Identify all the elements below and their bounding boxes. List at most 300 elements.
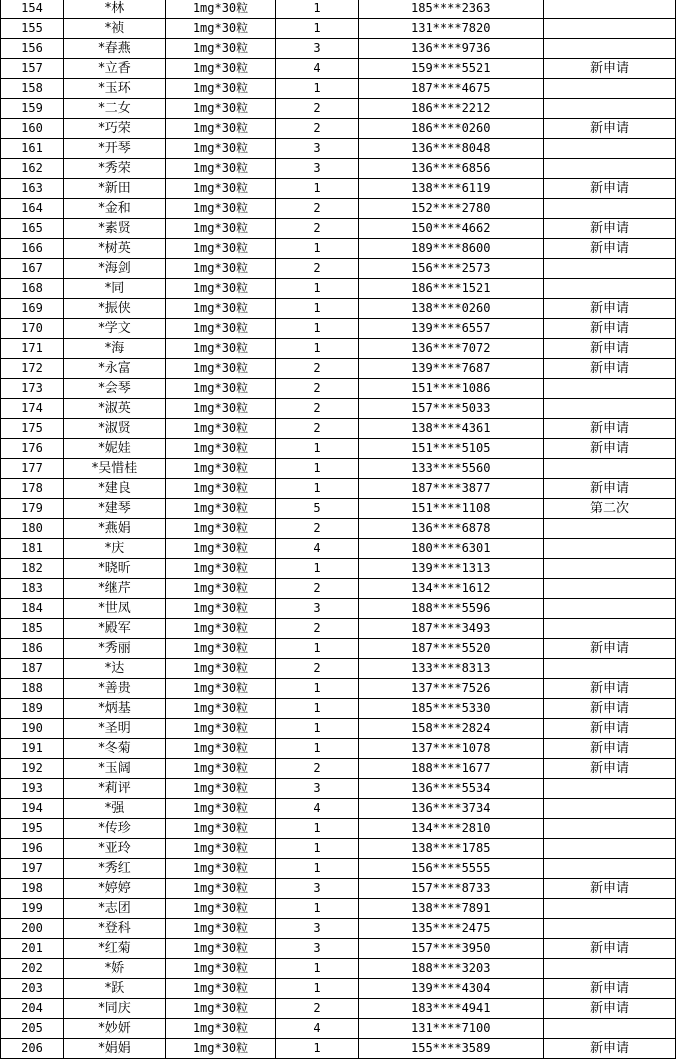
name-cell: *立香: [64, 59, 166, 79]
phone-cell: 180****6301: [359, 539, 544, 559]
note-cell: [544, 159, 676, 179]
phone-cell: 138****4361: [359, 419, 544, 439]
name-cell: *巧荣: [64, 119, 166, 139]
phone-cell: 136****9736: [359, 39, 544, 59]
phone-cell: 136****6878: [359, 519, 544, 539]
phone-cell: 187****3493: [359, 619, 544, 639]
table-row: [1, 499, 676, 519]
note-cell: [544, 779, 676, 799]
name-cell: *学文: [64, 319, 166, 339]
phone-cell: 187****4675: [359, 79, 544, 99]
name-cell: *玉环: [64, 79, 166, 99]
spec-cell: 1mg*30粒: [166, 899, 276, 919]
name-cell: *林: [64, 0, 166, 19]
quantity-cell: 1: [276, 239, 359, 259]
spec-cell: 1mg*30粒: [166, 679, 276, 699]
note-cell: [544, 659, 676, 679]
quantity-cell: 3: [276, 39, 359, 59]
spec-cell: 1mg*30粒: [166, 579, 276, 599]
quantity-cell: 1: [276, 979, 359, 999]
table-row: [1, 59, 676, 79]
spec-cell: 1mg*30粒: [166, 419, 276, 439]
name-cell: *新田: [64, 179, 166, 199]
row-number-cell: 162: [1, 159, 64, 179]
table-row: [1, 179, 676, 199]
spec-cell: 1mg*30粒: [166, 0, 276, 19]
quantity-cell: 1: [276, 899, 359, 919]
row-number-cell: 174: [1, 399, 64, 419]
quantity-cell: 1: [276, 19, 359, 39]
table-row: [1, 319, 676, 339]
quantity-cell: 2: [276, 579, 359, 599]
note-cell: 新申请: [544, 979, 676, 999]
name-cell: *亚玲: [64, 839, 166, 859]
note-cell: 新申请: [544, 179, 676, 199]
quantity-cell: 1: [276, 959, 359, 979]
note-cell: 新申请: [544, 1039, 676, 1059]
quantity-cell: 1: [276, 699, 359, 719]
phone-cell: 157****5033: [359, 399, 544, 419]
quantity-cell: 2: [276, 379, 359, 399]
phone-cell: 134****1612: [359, 579, 544, 599]
name-cell: *同庆: [64, 999, 166, 1019]
name-cell: *树英: [64, 239, 166, 259]
note-cell: 新申请: [544, 439, 676, 459]
row-number-cell: 198: [1, 879, 64, 899]
table-row: [1, 979, 676, 999]
row-number-cell: 177: [1, 459, 64, 479]
table-row: [1, 0, 676, 19]
quantity-cell: 2: [276, 259, 359, 279]
quantity-cell: 3: [276, 139, 359, 159]
row-number-cell: 167: [1, 259, 64, 279]
phone-cell: 155****3589: [359, 1039, 544, 1059]
note-cell: [544, 599, 676, 619]
note-cell: 新申请: [544, 419, 676, 439]
table-row: [1, 819, 676, 839]
note-cell: [544, 839, 676, 859]
row-number-cell: 205: [1, 1019, 64, 1039]
quantity-cell: 2: [276, 219, 359, 239]
name-cell: *振侠: [64, 299, 166, 319]
row-number-cell: 176: [1, 439, 64, 459]
row-number-cell: 181: [1, 539, 64, 559]
row-number-cell: 163: [1, 179, 64, 199]
quantity-cell: 1: [276, 279, 359, 299]
note-cell: [544, 1019, 676, 1039]
name-cell: *圣明: [64, 719, 166, 739]
phone-cell: 150****4662: [359, 219, 544, 239]
row-number-cell: 199: [1, 899, 64, 919]
spec-cell: 1mg*30粒: [166, 319, 276, 339]
spec-cell: 1mg*30粒: [166, 819, 276, 839]
table-row: [1, 479, 676, 499]
row-number-cell: 166: [1, 239, 64, 259]
quantity-cell: 1: [276, 1039, 359, 1059]
note-cell: [544, 539, 676, 559]
name-cell: *二女: [64, 99, 166, 119]
name-cell: *秀荣: [64, 159, 166, 179]
note-cell: 新申请: [544, 679, 676, 699]
table-row: [1, 439, 676, 459]
spec-cell: 1mg*30粒: [166, 739, 276, 759]
spec-cell: 1mg*30粒: [166, 139, 276, 159]
phone-cell: 159****5521: [359, 59, 544, 79]
quantity-cell: 2: [276, 399, 359, 419]
quantity-cell: 1: [276, 839, 359, 859]
quantity-cell: 2: [276, 659, 359, 679]
table-row: [1, 639, 676, 659]
row-number-cell: 185: [1, 619, 64, 639]
row-number-cell: 178: [1, 479, 64, 499]
phone-cell: 138****6119: [359, 179, 544, 199]
phone-cell: 151****1086: [359, 379, 544, 399]
spec-cell: 1mg*30粒: [166, 199, 276, 219]
note-cell: 新申请: [544, 719, 676, 739]
row-number-cell: 193: [1, 779, 64, 799]
quantity-cell: 1: [276, 639, 359, 659]
quantity-cell: 4: [276, 539, 359, 559]
table-row: [1, 39, 676, 59]
row-number-cell: 171: [1, 339, 64, 359]
name-cell: *会琴: [64, 379, 166, 399]
quantity-cell: 3: [276, 599, 359, 619]
row-number-cell: 161: [1, 139, 64, 159]
phone-cell: 152****2780: [359, 199, 544, 219]
name-cell: *莉评: [64, 779, 166, 799]
quantity-cell: 2: [276, 119, 359, 139]
row-number-cell: 200: [1, 919, 64, 939]
name-cell: *金和: [64, 199, 166, 219]
phone-cell: 136****7072: [359, 339, 544, 359]
phone-cell: 183****4941: [359, 999, 544, 1019]
phone-cell: 139****7687: [359, 359, 544, 379]
quantity-cell: 2: [276, 519, 359, 539]
table-row: [1, 139, 676, 159]
note-cell: [544, 959, 676, 979]
row-number-cell: 160: [1, 119, 64, 139]
name-cell: *冬菊: [64, 739, 166, 759]
spec-cell: 1mg*30粒: [166, 1039, 276, 1059]
note-cell: [544, 899, 676, 919]
note-cell: [544, 39, 676, 59]
phone-cell: 136****3734: [359, 799, 544, 819]
table-row: [1, 659, 676, 679]
phone-cell: 156****2573: [359, 259, 544, 279]
phone-cell: 186****2212: [359, 99, 544, 119]
row-number-cell: 173: [1, 379, 64, 399]
quantity-cell: 1: [276, 719, 359, 739]
quantity-cell: 2: [276, 359, 359, 379]
row-number-cell: 192: [1, 759, 64, 779]
spec-cell: 1mg*30粒: [166, 479, 276, 499]
phone-cell: 151****5105: [359, 439, 544, 459]
quantity-cell: 1: [276, 339, 359, 359]
phone-cell: 137****7526: [359, 679, 544, 699]
row-number-cell: 159: [1, 99, 64, 119]
name-cell: *素贤: [64, 219, 166, 239]
spec-cell: 1mg*30粒: [166, 699, 276, 719]
note-cell: 新申请: [544, 879, 676, 899]
phone-cell: 187****3877: [359, 479, 544, 499]
table-row: [1, 279, 676, 299]
row-number-cell: 155: [1, 19, 64, 39]
name-cell: *娇: [64, 959, 166, 979]
quantity-cell: 2: [276, 419, 359, 439]
table-row: [1, 359, 676, 379]
phone-cell: 135****2475: [359, 919, 544, 939]
table-row: [1, 679, 676, 699]
row-number-cell: 164: [1, 199, 64, 219]
phone-cell: 188****5596: [359, 599, 544, 619]
row-number-cell: 169: [1, 299, 64, 319]
quantity-cell: 1: [276, 439, 359, 459]
table-row: [1, 899, 676, 919]
name-cell: *建良: [64, 479, 166, 499]
quantity-cell: 3: [276, 919, 359, 939]
note-cell: [544, 519, 676, 539]
row-number-cell: 158: [1, 79, 64, 99]
table-row: [1, 559, 676, 579]
table-row: [1, 719, 676, 739]
row-number-cell: 183: [1, 579, 64, 599]
note-cell: [544, 79, 676, 99]
row-number-cell: 170: [1, 319, 64, 339]
note-cell: 新申请: [544, 319, 676, 339]
name-cell: *海剑: [64, 259, 166, 279]
phone-cell: 136****8048: [359, 139, 544, 159]
table-row: [1, 739, 676, 759]
name-cell: *秀丽: [64, 639, 166, 659]
note-cell: 新申请: [544, 759, 676, 779]
table-row: [1, 19, 676, 39]
note-cell: 第二次: [544, 499, 676, 519]
name-cell: *妙妍: [64, 1019, 166, 1039]
spec-cell: 1mg*30粒: [166, 539, 276, 559]
row-number-cell: 188: [1, 679, 64, 699]
row-number-cell: 189: [1, 699, 64, 719]
quantity-cell: 4: [276, 1019, 359, 1039]
table-row: [1, 99, 676, 119]
phone-cell: 131****7100: [359, 1019, 544, 1039]
table-row: [1, 159, 676, 179]
table-row: [1, 379, 676, 399]
phone-cell: 138****7891: [359, 899, 544, 919]
spec-cell: 1mg*30粒: [166, 979, 276, 999]
phone-cell: 157****8733: [359, 879, 544, 899]
name-cell: *强: [64, 799, 166, 819]
row-number-cell: 195: [1, 819, 64, 839]
table-row: [1, 859, 676, 879]
spec-cell: 1mg*30粒: [166, 519, 276, 539]
phone-cell: 139****4304: [359, 979, 544, 999]
spec-cell: 1mg*30粒: [166, 119, 276, 139]
name-cell: *传珍: [64, 819, 166, 839]
table-row: [1, 579, 676, 599]
phone-cell: 157****3950: [359, 939, 544, 959]
spec-cell: 1mg*30粒: [166, 39, 276, 59]
row-number-cell: 194: [1, 799, 64, 819]
name-cell: *跃: [64, 979, 166, 999]
table-body: [1, 0, 676, 1059]
phone-cell: 133****8313: [359, 659, 544, 679]
table-row: [1, 419, 676, 439]
name-cell: *志团: [64, 899, 166, 919]
name-cell: *殿军: [64, 619, 166, 639]
name-cell: *玉阔: [64, 759, 166, 779]
note-cell: 新申请: [544, 299, 676, 319]
phone-cell: 136****5534: [359, 779, 544, 799]
name-cell: *登科: [64, 919, 166, 939]
phone-cell: 139****6557: [359, 319, 544, 339]
quantity-cell: 1: [276, 559, 359, 579]
note-cell: 新申请: [544, 359, 676, 379]
name-cell: *善贵: [64, 679, 166, 699]
spec-cell: 1mg*30粒: [166, 799, 276, 819]
spec-cell: 1mg*30粒: [166, 639, 276, 659]
spec-cell: 1mg*30粒: [166, 299, 276, 319]
note-cell: 新申请: [544, 339, 676, 359]
quantity-cell: 2: [276, 199, 359, 219]
spec-cell: 1mg*30粒: [166, 619, 276, 639]
table-row: [1, 799, 676, 819]
row-number-cell: 190: [1, 719, 64, 739]
phone-cell: 185****5330: [359, 699, 544, 719]
table-row: [1, 519, 676, 539]
note-cell: 新申请: [544, 479, 676, 499]
row-number-cell: 206: [1, 1039, 64, 1059]
name-cell: *炳基: [64, 699, 166, 719]
spec-cell: 1mg*30粒: [166, 939, 276, 959]
spec-cell: 1mg*30粒: [166, 59, 276, 79]
note-cell: [544, 279, 676, 299]
row-number-cell: 204: [1, 999, 64, 1019]
note-cell: [544, 19, 676, 39]
name-cell: *秀红: [64, 859, 166, 879]
name-cell: *娟娟: [64, 1039, 166, 1059]
row-number-cell: 157: [1, 59, 64, 79]
name-cell: *妮娃: [64, 439, 166, 459]
table-row: [1, 959, 676, 979]
table-row: [1, 1019, 676, 1039]
name-cell: *达: [64, 659, 166, 679]
note-cell: 新申请: [544, 699, 676, 719]
phone-cell: 131****7820: [359, 19, 544, 39]
table-row: [1, 539, 676, 559]
spec-cell: 1mg*30粒: [166, 99, 276, 119]
table-row: [1, 399, 676, 419]
quantity-cell: 2: [276, 619, 359, 639]
table-row: [1, 239, 676, 259]
name-cell: *婷婷: [64, 879, 166, 899]
row-number-cell: 184: [1, 599, 64, 619]
table-row: [1, 459, 676, 479]
spec-cell: 1mg*30粒: [166, 239, 276, 259]
spec-cell: 1mg*30粒: [166, 339, 276, 359]
name-cell: *海: [64, 339, 166, 359]
note-cell: 新申请: [544, 219, 676, 239]
quantity-cell: 1: [276, 739, 359, 759]
table-row: [1, 839, 676, 859]
quantity-cell: 3: [276, 939, 359, 959]
quantity-cell: 3: [276, 159, 359, 179]
table-row: [1, 999, 676, 1019]
note-cell: [544, 399, 676, 419]
note-cell: 新申请: [544, 939, 676, 959]
row-number-cell: 186: [1, 639, 64, 659]
row-number-cell: 196: [1, 839, 64, 859]
row-number-cell: 182: [1, 559, 64, 579]
table-row: [1, 199, 676, 219]
spec-cell: 1mg*30粒: [166, 559, 276, 579]
table-row: [1, 299, 676, 319]
row-number-cell: 154: [1, 0, 64, 19]
quantity-cell: 5: [276, 499, 359, 519]
table-row: [1, 339, 676, 359]
quantity-cell: 4: [276, 799, 359, 819]
spec-cell: 1mg*30粒: [166, 259, 276, 279]
spec-cell: 1mg*30粒: [166, 279, 276, 299]
phone-cell: 188****1677: [359, 759, 544, 779]
note-cell: [544, 579, 676, 599]
spec-cell: 1mg*30粒: [166, 159, 276, 179]
note-cell: [544, 259, 676, 279]
quantity-cell: 1: [276, 79, 359, 99]
row-number-cell: 165: [1, 219, 64, 239]
row-number-cell: 172: [1, 359, 64, 379]
table-row: [1, 219, 676, 239]
table-row: [1, 919, 676, 939]
name-cell: *淑贤: [64, 419, 166, 439]
quantity-cell: 1: [276, 179, 359, 199]
quantity-cell: 1: [276, 679, 359, 699]
name-cell: *淑英: [64, 399, 166, 419]
note-cell: 新申请: [544, 239, 676, 259]
spec-cell: 1mg*30粒: [166, 19, 276, 39]
quantity-cell: 1: [276, 459, 359, 479]
row-number-cell: 203: [1, 979, 64, 999]
phone-cell: 134****2810: [359, 819, 544, 839]
note-cell: [544, 199, 676, 219]
quantity-cell: 1: [276, 319, 359, 339]
phone-cell: 188****3203: [359, 959, 544, 979]
name-cell: *同: [64, 279, 166, 299]
name-cell: *继芹: [64, 579, 166, 599]
phone-cell: 137****1078: [359, 739, 544, 759]
spec-cell: 1mg*30粒: [166, 859, 276, 879]
row-number-cell: 156: [1, 39, 64, 59]
name-cell: *庆: [64, 539, 166, 559]
spec-cell: 1mg*30粒: [166, 659, 276, 679]
quantity-cell: 2: [276, 99, 359, 119]
spec-cell: 1mg*30粒: [166, 599, 276, 619]
note-cell: [544, 919, 676, 939]
note-cell: [544, 139, 676, 159]
table-row: [1, 119, 676, 139]
quantity-cell: 4: [276, 59, 359, 79]
phone-cell: 136****6856: [359, 159, 544, 179]
spec-cell: 1mg*30粒: [166, 459, 276, 479]
spec-cell: 1mg*30粒: [166, 1019, 276, 1039]
spec-cell: 1mg*30粒: [166, 759, 276, 779]
spec-cell: 1mg*30粒: [166, 79, 276, 99]
spec-cell: 1mg*30粒: [166, 959, 276, 979]
name-cell: *开琴: [64, 139, 166, 159]
name-cell: *世凤: [64, 599, 166, 619]
phone-cell: 133****5560: [359, 459, 544, 479]
phone-cell: 187****5520: [359, 639, 544, 659]
name-cell: *吴惜桂: [64, 459, 166, 479]
